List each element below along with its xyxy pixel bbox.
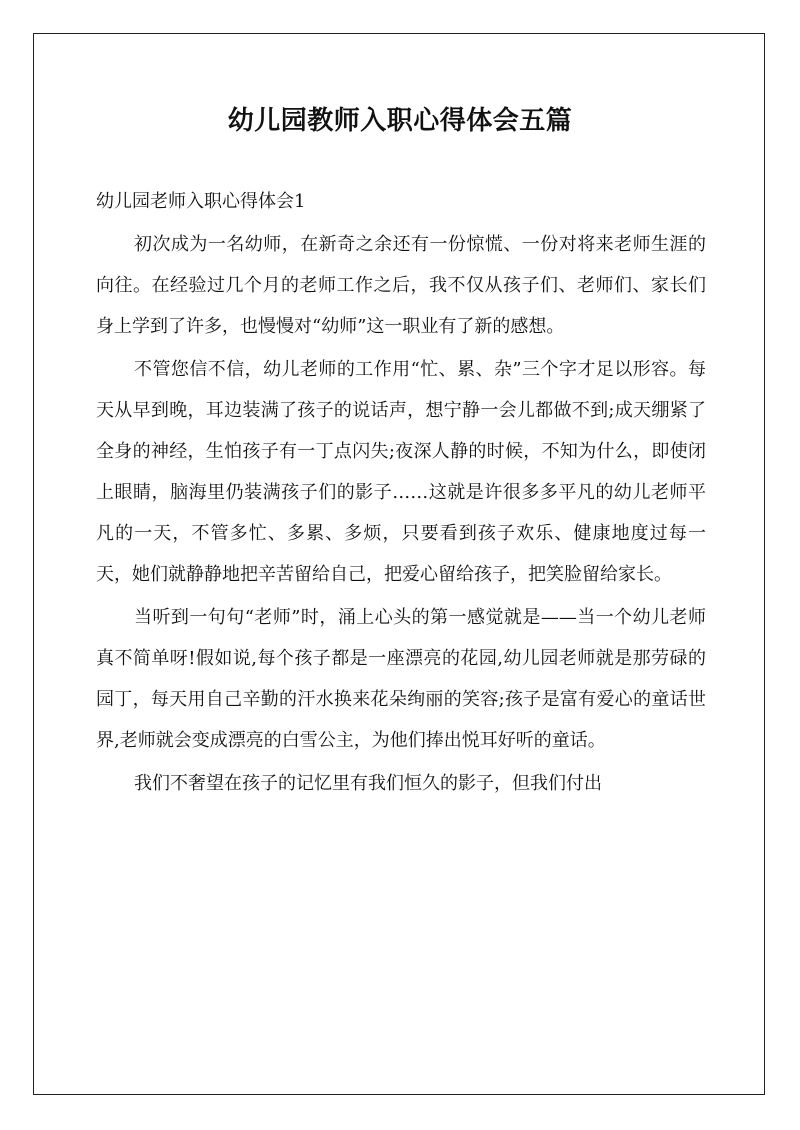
document-body [96, 180, 706, 804]
section-heading: 幼儿园老师入职心得体会1 [96, 191, 306, 212]
document-title: 幼儿园教师入职心得体会五篇 [227, 106, 573, 136]
paragraph-2: 不管您信不信，幼儿老师的工作用“忙、累、杂”三个字才足以形容。每天从早到晚，耳边装满了孩子的说话声，想宁静一会儿都做不到;成天绷紧了全身的神经，生怕孩子有一丁点闪失;夜深人静的时候，不知为什么，即使闭上眼睛，脑海里仍装满孩子们的影子……这就是许很多多平凡的幼儿老师平凡的一天，不管多忙、多累、多烦，只要看到孩子欢乐、健康地度过每一天，她们就静静地把辛苦留给自己，把爱心留给孩子，把笑脸留给家长。 [96, 359, 706, 585]
paragraph-3: 当听到一句句“老师”时，涌上心头的第一感觉就是——当一个幼儿老师真不简单呀!假如说,每个孩子都是一座漂亮的花园,幼儿园老师就是那劳碌的园丁，每天用自己辛勤的汗水换来花朵绚丽的笑容;孩子是富有爱心的童话世界,老师就会变成漂亮的白雪公主，为他们捧出悦耳好听的童话。 [96, 607, 706, 751]
paragraph-1: 初次成为一名幼师，在新奇之余还有一份惊慌、一份对将来老师生涯的向往。在经验过几个月的老师工作之后，我不仅从孩子们、老师们、家长们身上学到了许多，也慢慢对“幼师”这一职业有了新的感想。 [96, 234, 706, 337]
paragraph-4: 我们不奢望在孩子的记忆里有我们恒久的影子，但我们付出 [134, 773, 602, 794]
